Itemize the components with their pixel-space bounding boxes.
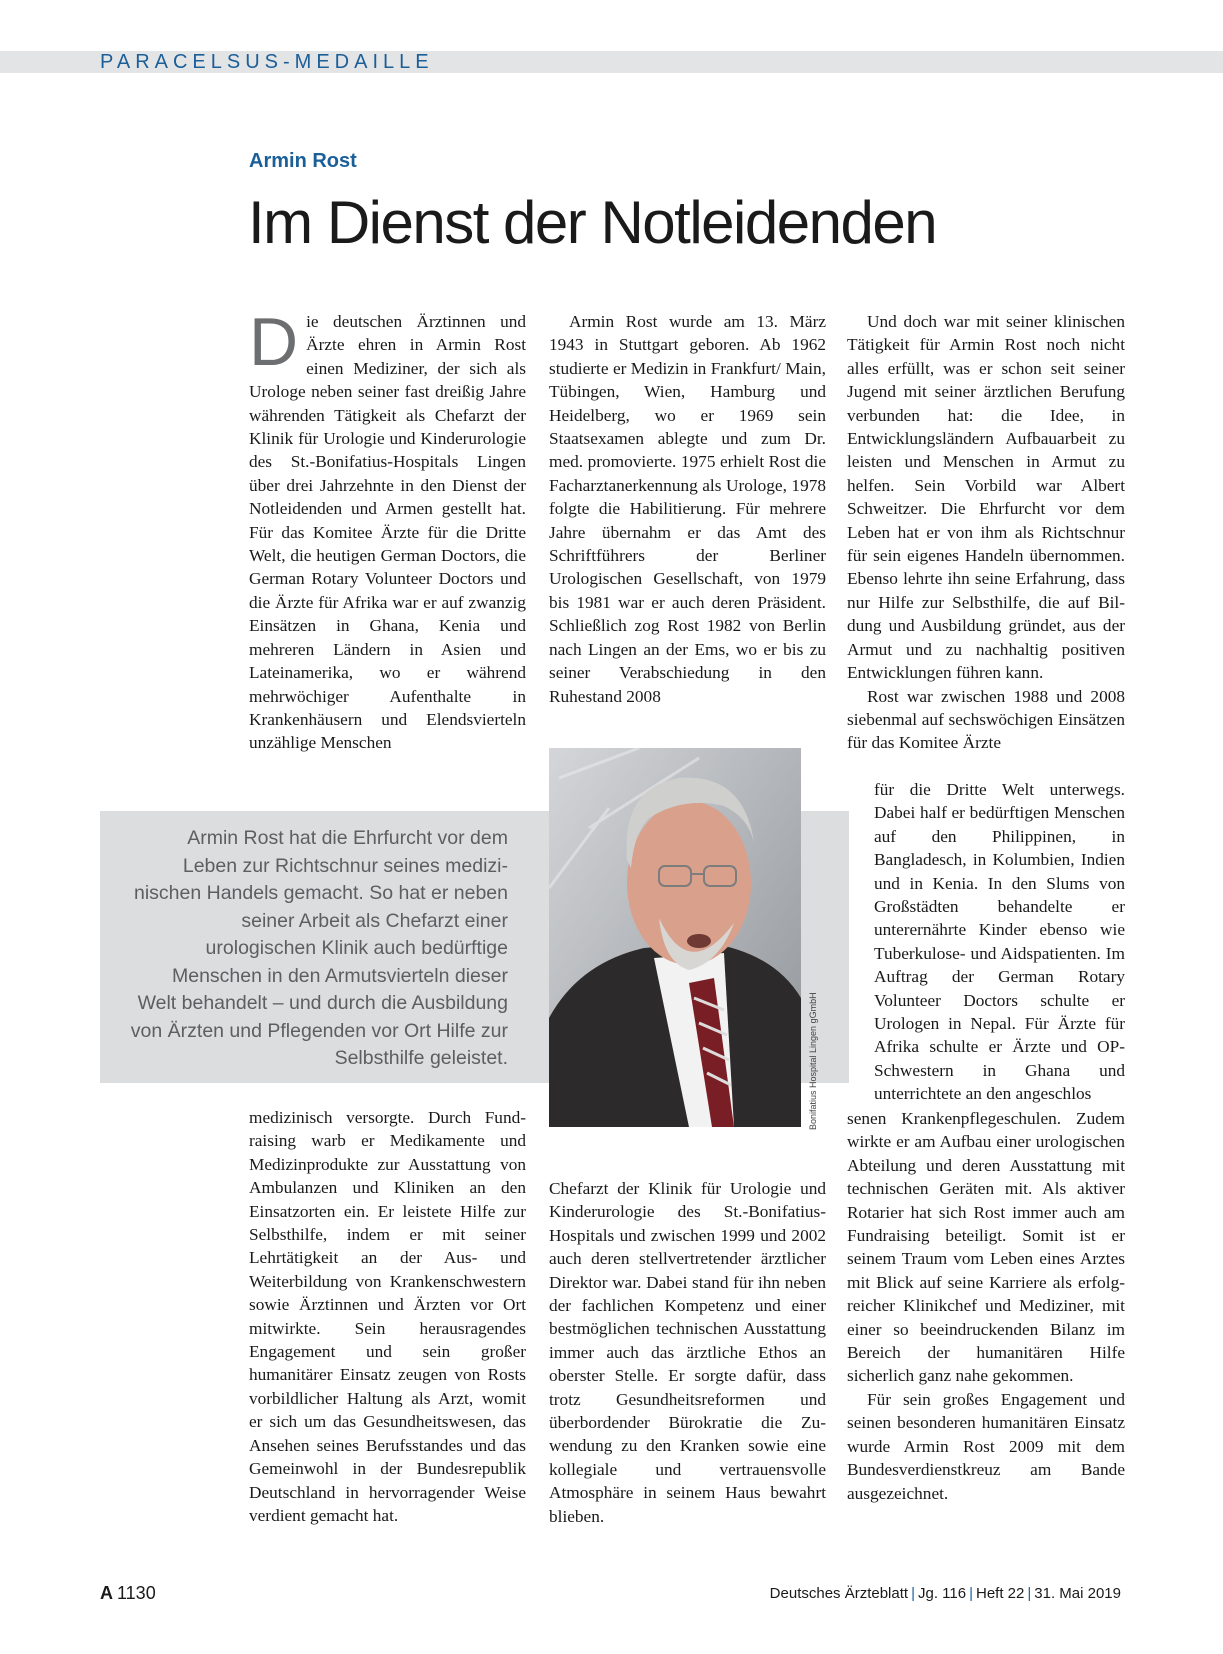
missions-paragraph-rest: senen Krankenpflegeschulen. Zudem wirkte er am Aufbau einer urologischen Abteilung und deren Ausstattung mit technischen Geräten mit. Als aktiver Rotarier hat sich Rost immer auch am Fundraising beteiligt. Somit ist er seinem Traum vom Leben eines Arztes mit Blick auf seine Karriere als erfolgreicher Klinikchef und Mediziner, mit einer so beeindruckenden Bilanz im Bereich der humanitären Hilfe sicherlich ganz nahe gekommen. — [847, 1109, 1125, 1386]
journal-info — [770, 1585, 1121, 1602]
column-1-top — [249, 304, 526, 755]
biography-paragraph: Armin Rost wurde am 13. März 1943 in Stuttgart geboren. Ab 1962 studierte er Medizin in Frankfurt/ Main, Tübingen, Wien, Hamburg und Heidelberg, wo er 1969 sein Staatsexamen ablegte und zum Dr. med. promovierte. 1975 erhielt Rost die Facharztanerkennung als Urologe, 1978 folgte die Habilitierung. Für mehrere Jahre übernahm er das Amt des Schriftführers der Berliner Urologischen Gesellschaft, von 1979 bis 1981 war er auch deren Präsident. Schließlich zog Rost 1982 von Berlin nach Lingen an der Ems, wo er bis zu seiner Verabschiedung in den Ruhestand 2008 — [549, 312, 826, 706]
separator: | — [1027, 1585, 1032, 1602]
intro-text: ie deutschen Ärztinnen und Ärzte ehren in Armin Rost einen Mediziner, der sich als Urologe neben seiner fast dreißig Jahre währenden Tätigkeit als Chefarzt der Klinik für Urologie und Kinderurologie des St.-Bonifatius-Hospitals Lingen über drei Jahrzehnte in den Dienst der Notleidenden und Armen gestellt hat. Für das Komitee Ärzte für die Dritte Welt, die heutigen German Doctors, die German Rotary Volunteer Doctors und die Ärzte für Afrika war er auf zwanzig Einsätzen in Ghana, Kenia und mehreren Ländern in Asien und Lateinamerika, wo er während mehrwöchiger Aufenthalte in Krankenhäusern und Elendsvierteln unzählige Menschen — [249, 312, 526, 753]
journal-issue: Heft 22 — [975, 1585, 1025, 1602]
missions-paragraph-narrow: für die Dritte Welt unterwegs. Dabei half er bedürftigen Menschen auf den Philippinen, in Bangladesch, in Kolumbien, Indien und in Kenia. In den Slums von Großstädten behandelte er unterernährte Kinder ebenso wie Tuberkulose- und Aidspatienten. Im Auftrag der German Rotary Volunteer Doctors schulte er Urologen in Nepal. Für Ärzte für Afrika schulte er Ärzte und OP-Schwestern in Ghana und unterrichtete an den angeschlos — [874, 780, 1125, 1104]
article-kicker: Armin Rost — [249, 150, 357, 172]
page-prefix: A — [100, 1583, 113, 1603]
separator: | — [911, 1585, 915, 1602]
award-paragraph: Für sein großes Engagement und seinen besonderen humanitären Einsatz wurde Armin Rost 2009 mit dem Bundesverdienstkreuz am Bande ausgezeichnet. — [847, 1389, 1125, 1503]
drop-cap: D — [249, 304, 299, 380]
section-label: PARACELSUS-MEDAILLE — [100, 51, 434, 73]
column-2-bottom — [549, 1177, 826, 1528]
journal-volume: Jg. 116 — [917, 1585, 967, 1602]
vision-paragraph: Und doch war mit seiner klinischen Tätigkeit für Armin Rost noch nicht alles erfüllt, was er schon seit seiner Jugend mit seiner ärztlichen Berufung verbunden hat: die Idee, in Entwicklungsländern Aufbauarbeit zu leisten und Menschen in Armut zu helfen. Sein Vorbild war Albert Schweitzer. Die Ehrfurcht vor dem Leben hat er von ihm als Richtschnur für sein eigenes Handeln übernommen. Ebenso lehrte ihn seine Erfahrung, dass nur Hilfe zur Selbsthilfe, die auf Bildung und Ausbildung gründet, aus der Armut und zu nachhaltig positiven Entwicklungen führen kann. — [847, 312, 1125, 683]
page-number — [100, 1583, 156, 1604]
column-3-bottom — [847, 1107, 1125, 1505]
pull-quote: Armin Rost hat die Ehrfurcht vor dem Leben zur Richtschnur seines medizinischen Handels gemacht. So hat er neben seiner Arbeit als Chefarzt einer urologischen Klinik auch bedürftige Menschen in den Armutsvierteln dieser Welt behandelt – und durch die Ausbildung von Ärzten und Pflegenden vor Ort Hilfe zur Selbsthilfe geleistet. — [130, 827, 508, 1069]
missions-paragraph-start: Rost war zwischen 1988 und 2008 siebenmal auf sechswöchigen Einsätzen für das Komitee Ärzte — [847, 686, 1125, 753]
column-2-top — [549, 310, 826, 708]
article-headline: Im Dienst der Notleidenden — [248, 189, 937, 256]
photo-credit: Bonifatius Hospital Lingen gGmbH — [808, 992, 818, 1130]
career-paragraph: Chefarzt der Klinik für Urologie und Kinderurologie des St.-Bonifatius-Hospitals und zwischen 1999 und 2002 auch deren stellvertretender ärztlicher Direktor war. Dabei stand für ihn neben der fachlichen Kompetenz und einer bestmöglichen technischen Ausstattung immer auch das ärztliche Ethos an oberster Stelle. Er sorgte dafür, dass trotz Gesundheitsreformen und überbordender Bürokratie die Zuwendung zu den Kranken sowie eine kollegiale und vertrauensvolle Atmosphäre in seinem Haus bewahrt blieben. — [549, 1179, 826, 1526]
separator: | — [969, 1585, 973, 1602]
journal-name: Deutsches Ärzteblatt — [769, 1585, 909, 1602]
portrait-photo — [549, 748, 801, 1127]
column-3-top — [847, 310, 1125, 755]
intro-paragraph — [249, 304, 526, 755]
journal-date: 31. Mai 2019 — [1034, 1585, 1121, 1602]
column-1-bottom — [249, 1106, 526, 1527]
column-1-continued: medizinisch versorgte. Durch Fundraising warb er Medikamente und Medizinprodukte zur Ausstattung von Ambulanzen und Kliniken an den Einsatzorten ein. Er leistete Hilfe zur Selbsthilfe, indem er mit seiner Lehrtätigkeit an der Aus- und Weiterbildung von Krankenschwestern sowie Ärztinnen und Ärzten vor Ort mitwirkte. Sein herausragendes Engagement und sein großer humanitärer Einsatz zeugen von Rosts vorbildlicher Haltung als Arzt, womit er sich um das Gesundheitswesen, das Ansehen seines Berufsstandes und das Gemeinwohl in der Bundesrepublik Deutschland in hervorragender Weise verdient gemacht hat. — [249, 1108, 526, 1525]
column-3-narrow — [874, 778, 1125, 1106]
page-number-value: 1130 — [117, 1583, 156, 1603]
